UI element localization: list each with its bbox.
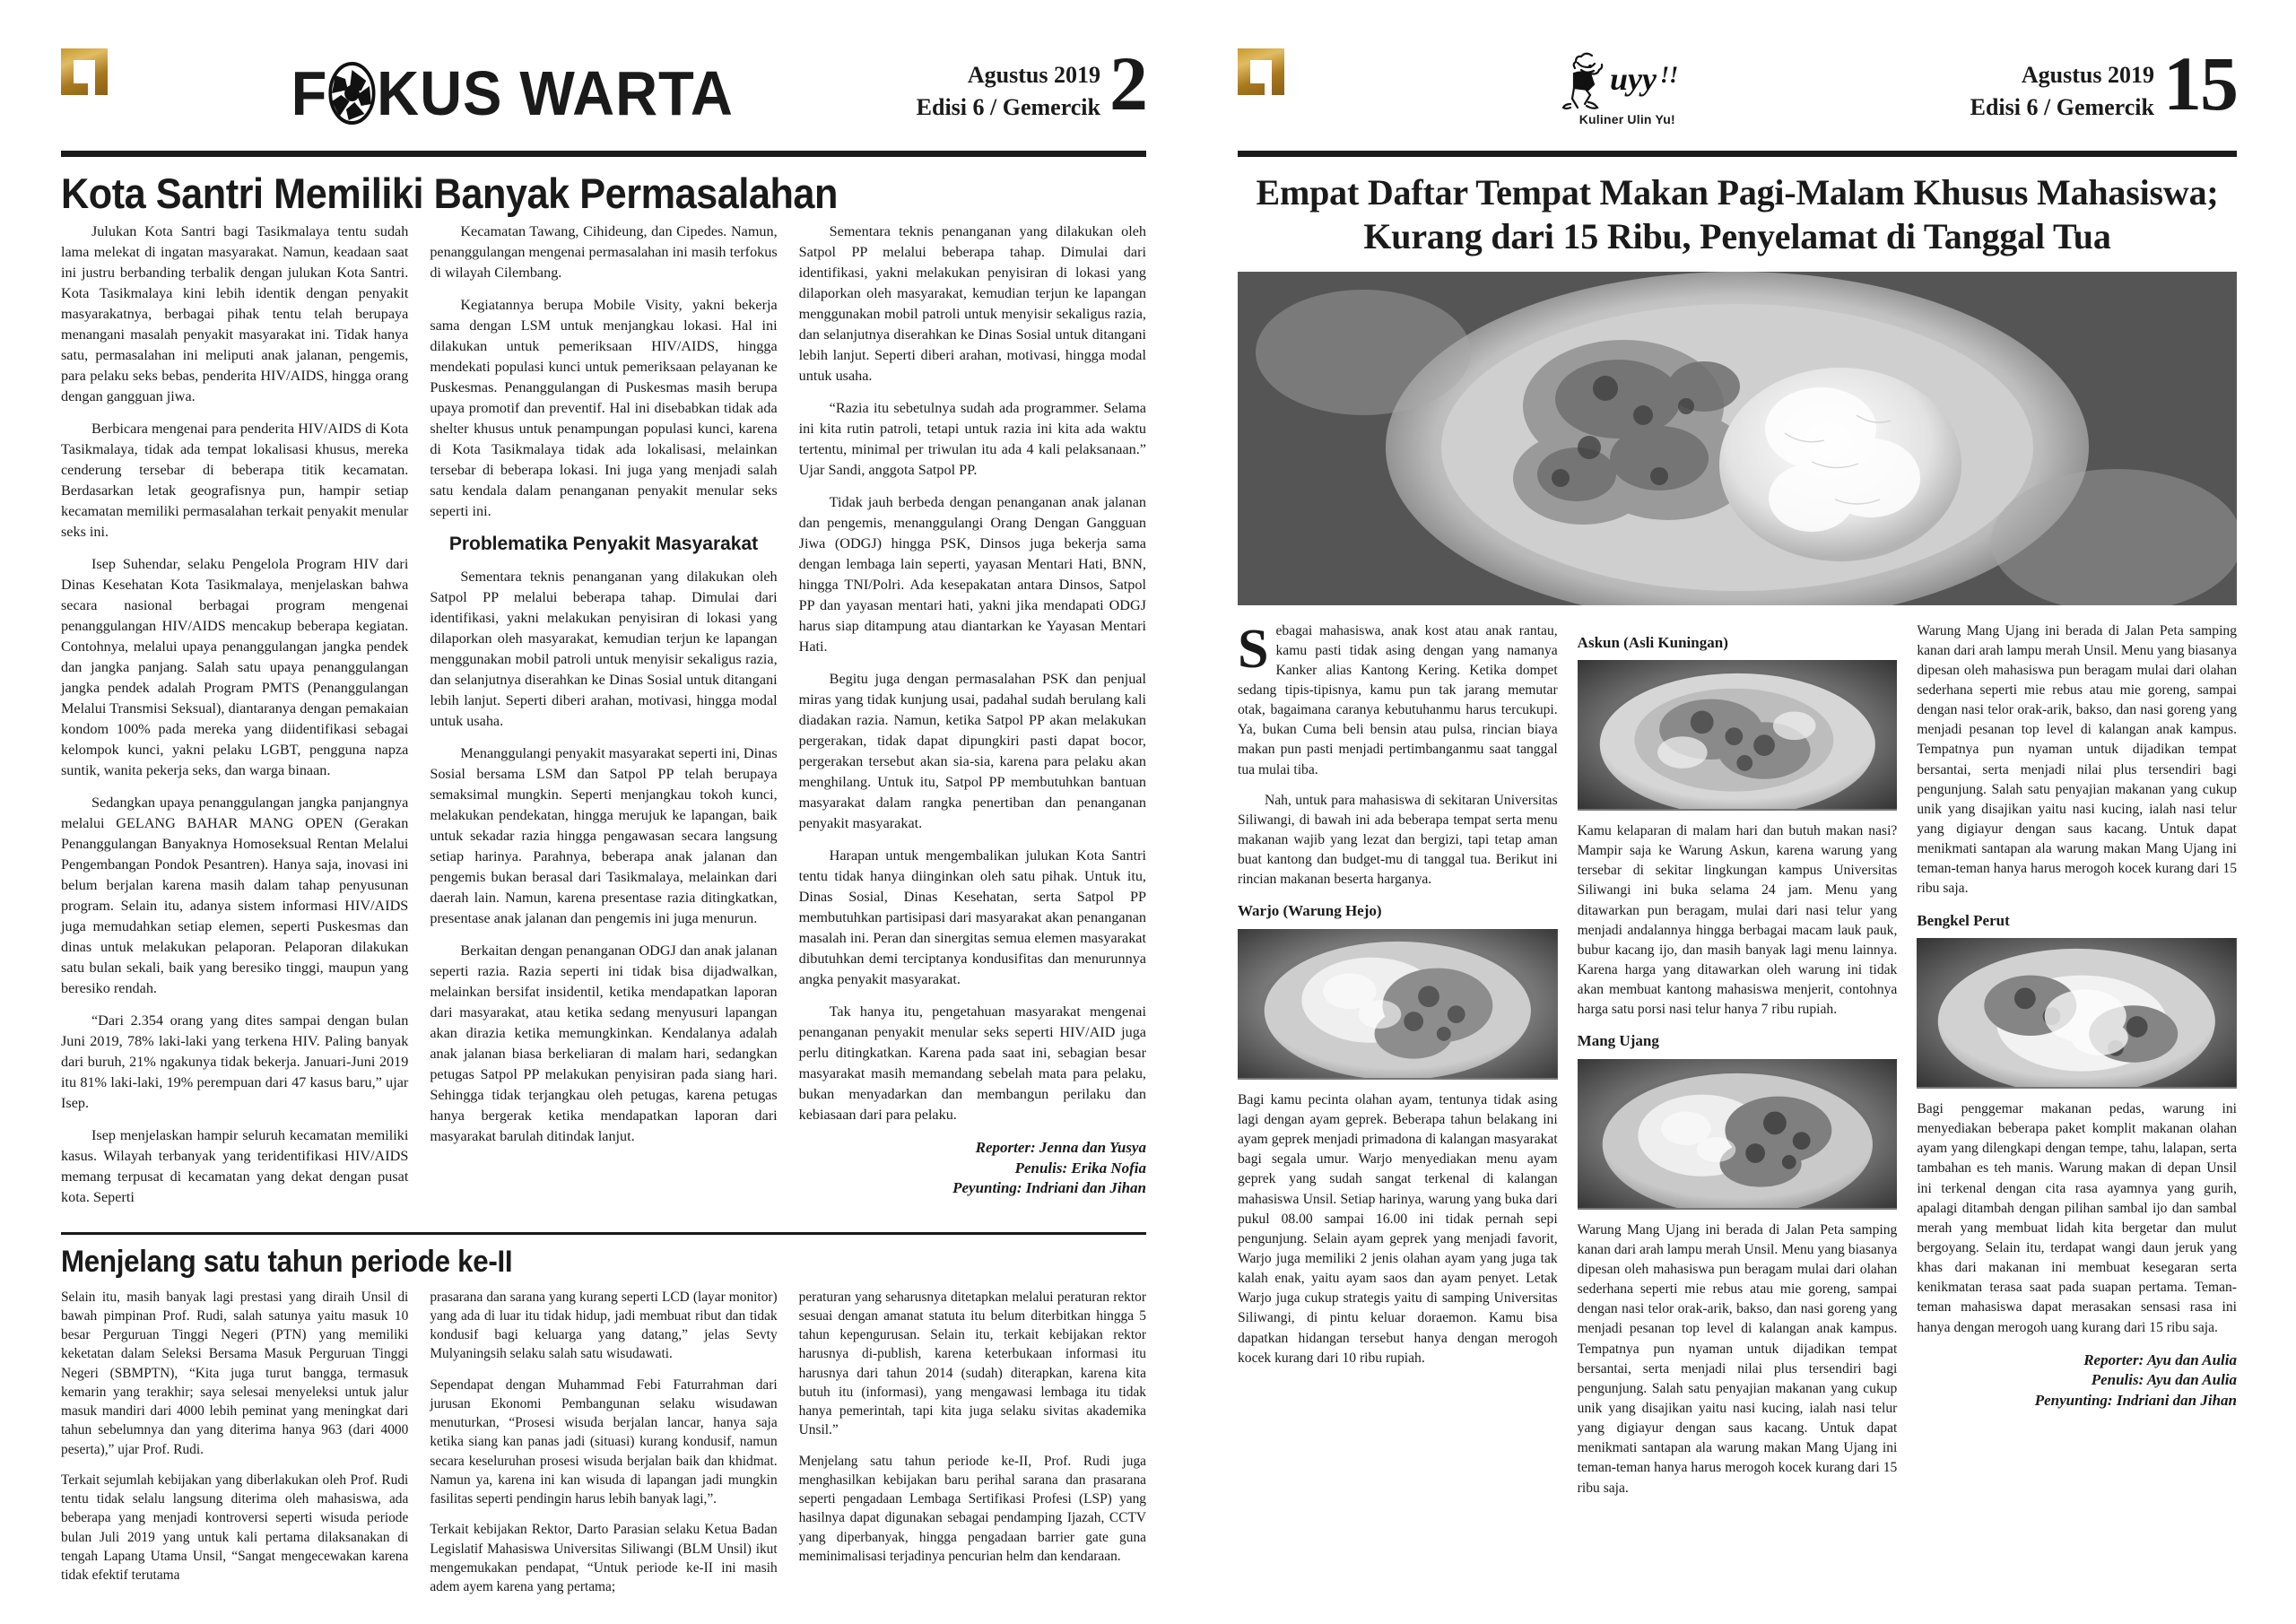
paragraph: Isep Suhendar, selaku Pengelola Program HIV dari Dinas Kesehatan Kota Tasikmalaya, menjelaskan bahwa secara nasional berbagai program mengenai penanggulangan HIV/AIDS mencakup beberapa kegiatan. Contohnya, melalui upaya penanggulangan jangka pendek dan jangka panjang. Salah satu upaya penanggulangan jangka pendek adalah Program PMTS (Penanggulangan Melalui Transmisi Seksual), diantaranya dengan pemakaian kondom 100% pada mereka yang diidentifikasi sebagai kelompok kunci, yakni pelaku LGBT, pengguna napza suntik, wanita pekerja seks, dan warga binaan. [61,555,409,778]
place-heading-warjo: Warjo (Warung Hejo) [1238,902,1382,920]
paragraph: Berbicara mengenai para penderita HIV/AIDS di Kota Tasikmalaya, tidak ada tempat lokalisasi khusus, mereka cenderung tersebar di beberapa titik kecamatan. Berdasarkan letak geografisnya pun, hampir setiap kecamatan memiliki permasalahan terkait penyakit menular seks ini. [61,420,409,540]
paragraph: Tidak jauh berbeda dengan penanganan anak jalanan dan pengemis, menanggulangi Orang Dengan Gangguan Jiwa (ODGJ) hingga PSK, Dinsos juga bekerja sama dengan lembaga lain seperti, yayasan Mentari Hati, BNN, hingga TNI/Polri. Ada kesepakatan antara Dinsos, Satpol PP dan yayasan mentari hati, yakni jika mendapati ODGJ harus siap ditampung atau diantarkan ke Yayasan Mentari Hati. [798,493,1146,655]
page-number: 2 [1109,40,1146,126]
paragraph: Bagi kamu pecinta olahan ayam, tentunya tidak asing lagi dengan ayam geprek. Beberapa tahun belakang ini ayam geprek menjadi primadona di kalangan masyarakat bagi segala umur. Warjo menyediakan menu ayam geprek yang sudah sangat terkenal di kalangan mahasiswa Unsil. Setiap harinya, warung yang buka dari pukul 08.00 sampai 16.00 ini tidak pernah sepi pengunjung. Selain ayam geprek yang menjadi favorit, Warjo juga memiliki 2 jenis olahan ayam yang juga tak kalah enak, yaitu ayam saos dan ayam penyet. Letak Warjo juga cukup strategis yaitu di samping Universitas Siliwangi, di pintu keluar doraemon. Kamu bisa dapatkan hidangan tersebut hanya dengan merogoh kocek kurang dari 10 ribu rupiah. [1238,1091,1558,1366]
byline-writer: Penulis: Erika Nofia [1014,1159,1146,1177]
unsil-m-logo [61,48,108,95]
issue-info-left [917,41,1146,124]
paragraph: prasarana dan sarana yang kurang seperti LCD (layar monitor) yang ada di luar itu tidak hidup, jadi membuat ribut dan tidak kondusif bagi keluarga yang datang,” jelas Sevty Mulyaningsih selaku salah satu wisudawati. [430,1289,778,1362]
paragraph: Tak hanya itu, pengetahuan masyarakat mengenai penanganan penyakit menular seks seperti HIV/AID juga perlu ditingkatkan. Karena pada saat ini, sebagian besar masyarakat masih memandang sebelah mata para pelaku, bukan menyadarkan dan membangun perilaku dan kebiasaan dari para pelaku. [798,1003,1146,1123]
askun-bubur-ayam-photo [1578,660,1898,811]
feature-columns [1238,618,2238,1509]
feature-column-3 [1917,621,2237,1509]
paragraph: Menjelang satu tahun periode ke-II, Prof. Rudi juga menghasilkan kebijakan baru perihal sarana dan prasarana seperti pengadaan Lembaga Sertifikasi Profesi (LSP) yang hasilnya dapat digunakan sebagai pendamping Ijazah, CCTV yang diperbanyak, hingga pengadaan barrier gate guna meminimalisasi terjadinya pencurian helm dan kendaraan. [798,1453,1146,1564]
lower-article-rule [61,1232,1146,1235]
lower-article-title: Menjelang satu tahun periode ke-II [61,1244,513,1279]
paragraph: Isep menjelaskan hampir seluruh kecamatan memiliki kasus. Wilayah terbanyak yang teridentifikasi HIV/AIDS memang terpusat di kecamatan yang dekat dengan pusat kota. Seperti [61,1126,409,1205]
lower-column-3 [799,1288,1146,1609]
paragraph: Menanggulangi penyakit masyarakat seperti ini, Dinas Sosial bersama LSM dan Satpol PP telah berupaya semaksimal mungkin. Seperti menjangkau tokoh kunci, melakukan pendekatan, hingga merujuk ke lapangan, baik untuk sekadar razia hingga pengawasan secara langsung setiap harinya. Parahnya, beberapa anak jalanan dan pengemis bukan berasal dari Tasikmalaya, melainkan dari daerah lain. Namun, karena presentase razia ditingkatkan, presentase anak jalanan dan pengemis ini juga menurun. [430,744,778,926]
kuliner-logo [1542,41,1712,126]
paragraph: Begitu juga dengan permasalahan PSK dan penjual miras yang tidak kunjung usai, padahal sudah berulang kali diadakan razia. Namun, ketika Satpol PP akan melakukan pergerakan, tidak dapat dipungkiri pasti dapat bocor, pergerakan tersebut akan sia-sia, karena para pelaku akan menghilang. Untuk itu, Satpol PP membutuhkan bantuan masyarakat dalam rangka penertiban dan penanganan penyakit masyarakat. [798,670,1146,831]
byline-writer: Penulis: Ayu dan Aulia [2091,1371,2238,1389]
masthead-right [1238,41,2237,147]
byline-editor: Peyunting: Indriani dan Jihan [952,1179,1146,1197]
issue-date: Agustus 2019 [2021,62,2154,88]
kuliner-caption: Kuliner Ulin Yu! [1578,112,1675,126]
page-title: Kota Santri Memiliki Banyak Permasalahan [61,169,838,217]
paragraph: Warung Mang Ujang ini berada di Jalan Peta samping kanan dari arah lampu merah Unsil. Menu yang biasanya dipesan oleh mahasiswa pun beragam mulai dari olahan sederhana seperti mie rebus atau mie goreng, sampai dengan nasi telor orak-arik, bakso, dan nasi goreng yang menjadi pesanan top level di kalangan anak kampus. Tempatnya pun nyaman untuk dijadikan tempat bersantai, serta menjadi nilai plus tersendiri bagi pengunjung. Salah satu penyajian makanan yang cukup unik yang disajikan yaitu nasi kucing, ialah nasi telur yang digiayur dengan saus kacang. Untuk dapat menikmati santapan ala warung makan Mang Ujang ini teman-teman hanya harus merogoh kocek kurang dari 15 ribu saja. [1917,622,2238,897]
svg-text:uyy: uyy [1610,61,1657,97]
paragraph: Sedangkan upaya penanggulangan jangka panjangnya melalui GELANG BAHAR MANG OPEN (Gerakan Penanggulangan Banyaknya Homoseksual Rentan Melalui Pengembangan Pondok Pesantren). Hanya saja, inovasi ini belum berjalan karena masih dalam tahap penyusunan program. Selain itu, adanya sistem informasi HIV/AIDS juga memudahkan setiap elemen, seperti Puskesmas dan dinas untuk melakukan pelaporan. Pelaporan dilakukan satu bulan sekali, baik yang beresiko tinggi, maupun yang beresiko rendah. [61,794,409,996]
article-column-2 [430,221,777,1220]
place-heading-askun: Askun (Asli Kuningan) [1577,633,1728,651]
paragraph: Kegiatannya berupa Mobile Visity, yakni bekerja sama dengan LSM untuk menjangkau lokasi. Hal ini dilakukan untuk pemeriksaan HIV/AIDS, hingga mendekati populasi kunci untuk pemeriksaan pelayanan ke Puskesmas. Penanggulangan di Puskesmas masih berupa upaya promotif dan preventif. Hal ini disebabkan tidak ada shelter khusus untuk penampungan populasi kunci, karena di Kota Tasikmalaya tidak ada lokalisasi, melainkan tersebar di beberapa lokasi. Ini juga yang menjadi salah satu kendala dalam penanganan penyakit menular seks seperti ini. [430,296,778,519]
issue-info-right [1970,41,2237,124]
intro-paragraph: Nah, untuk para mahasiswa di sekitaran Universitas Siliwangi, di bawah ini ada beberapa tempat serta menu makanan wajib yang lezat dan bergizi, tapi tetap aman buat kantong dan budget-mu di tanggal tua. Berikut ini rincian makanan beserta harganya. [1238,792,1558,888]
issue-date: Agustus 2019 [967,62,1100,88]
paragraph: Berkaitan dengan penanganan ODGJ dan anak jalanan seperti razia. Razia seperti ini tidak bisa dijadwalkan, melainkan bersifat insidentil, ketika mendapatkan laporan dari masyarakat, atau ketika sedang menyusuri lapangan akan dirazia ketika memungkinkan. Kendalanya adalah anak jalanan biasa berkeliaran di malam hari, sedangkan petugas Satpol PP melakukan penyisiran pada siang hari. Sehingga tidak terjangkau oleh petugas, karena petugas hanya bergerak ketika mendapatkan laporan dari masyarakat barulah ditindak lanjut. [430,942,778,1144]
masthead-rule-right [1238,151,2237,157]
article-column-1 [61,221,408,1220]
svg-text:!!: !! [1660,62,1679,88]
masthead-logo [108,41,917,126]
paragraph: Terkait sejumlah kebijakan yang diberlakukan oleh Prof. Rudi tentu tidak selalu langsung diterima oleh mahasiswa, ada beberapa yang menjadi kontroversi seperti wisuda periode bulan Juli 2019 yang untuk kali pertama dilaksanakan di tengah Lapang Utama Unsil, “Sangat mengecewakan karena tidak efektif terutama [61,1472,409,1584]
paragraph: Sementara teknis penanganan yang dilakukan oleh Satpol PP melalui beberapa tahap. Dimulai dari identifikasi, yakni melakukan penyisiran di lokasi yang dilaporkan oleh masyarakat, kemudian terjun ke lapangan menggunakan mobil patroli untuk menyisir sekaligus razia, dan selanjutnya diserahkan ke Dinas Sosial untuk ditangani lebih lanjut. Seperti diberi arahan, motivasi, hingga modal untuk usaha. [430,568,778,729]
paragraph: Terkait kebijakan Rektor, Darto Parasian selaku Ketua Badan Legislatif Mahasiswa Universitas Siliwangi (BLM Unsil) ikut mengemukakan pendapat, “Untuk periode ke-II ini masih adem ayem karena yang pertama; [430,1522,778,1595]
paragraph: “Razia itu sebetulnya sudah ada programmer. Selama ini kita rutin patroli, tetapi untuk razia ini kita ada waktu tertentu, minimal per triwulan itu ada 4 kali pelaksanaan.” Ujar Sandi, anggota Satpol PP. [798,399,1146,478]
masthead-title: F KUS WARTA [291,58,734,128]
article-column-3 [799,221,1146,1220]
unsil-m-logo-right [1238,48,1284,95]
bengkel-perut-nasi-photo [1917,938,2237,1089]
paragraph: Kamu kelaparan di malam hari dan butuh makan nasi? Mampir saja ke Warung Askun, karena warung yang tersebar di sekitar lingkungan kampus Universitas Siliwangi ini buka selama 24 jam. Menu yang ditawarkan pun beragam, mulai dari nasi telur yang menjadi andalannya hingga berbagai macam lauk pauk, bubur kacang ijo, dan masih banyak lagi menu lainnya. Karena harga yang ditawarkan oleh warung ini tidak akan membuat kantong mahasiswa menjerit, contohnya harga satu porsi nasi telur hanya 7 ribu rupiah. [1577,822,1898,1018]
paragraph: Julukan Kota Santri bagi Tasikmalaya tentu sudah lama melekat di ingatan masyarakat. Namun, keadaan saat ini justru berbanding terbalik dengan julukan Kota Santri. Kota Tasikmalaya kini lebih identik dengan penyakit masyarakatnya, berbagai pihak tentu telah berupaya menangani masalah penyakit masyarakat ini. Tidak hanya satu, permasalahan ini meliputi anak jalanan, pengemis, para pelaku seks bebas, penderita HIV/AIDS, hingga orang dengan gangguan jiwa. [61,222,409,404]
paragraph: Harapan untuk mengembalikan julukan Kota Santri tentu tidak hanya diinginkan oleh satu pihak. Untuk itu, Dinas Sosial, Dinas Kesehatan, serta Satpol PP membutuhkan partisipasi dari masyarakat akan penanganan masalah ini. Peran dan sinergitas semua elemen masyarakat dibutuhkan demi terciptanya kondusifitas dan menurunnya angka penyakit masyarakat. [798,847,1146,987]
intro-paragraph: Sebagai mahasiswa, anak kost atau anak rantau, kamu pasti tidak asing dengan yang namanya Kanker alias Kantong Kering. Ketika dompet sedang tipis-tipisnya, kamu pun tak jarang memutar otak, bagaimana caranya kebutuhanmu harus tercukupi. Ya, bukan Cuma beli bensin atau pulsa, rincian biaya makan pun pasti menjadi pertimbanganmu saat tanggal tua mulai tiba. [1238,618,1558,777]
paragraph: Selain itu, masih banyak lagi prestasi yang diraih Unsil di bawah pimpinan Prof. Rudi, salah satunya yaitu masuk 10 besar Perguruan Tinggi Negeri (PTN) yang memiliki keketatan dalam Seleksi Bersama Masuk Perguruan Tinggi Negeri (SBMPTN), “Kita juga turut bangga, termasuk kemarin yang terakhir; saya selesai menyeleksi untuk jalur masuk mandiri dari 4000 lebih peminat yang meningkat dari tahun sebelumnya dan yang diterima hanya 963 (dari 4000 peserta),” ujar Prof. Rudi. [61,1289,409,1457]
byline-editor: Penyunting: Indriani dan Jihan [2034,1392,2238,1410]
article-main-columns [61,221,1146,1220]
place-heading-mang-ujang: Mang Ujang [1577,1032,1659,1050]
paragraph: Bagi penggemar makanan pedas, warung ini menyediakan beberapa paket komplit makanan olahan ayam yang dilengkapi dengan tempe, tahu, lalapan, serta tambahan es teh manis. Warung makan di depan Unsil ini terkenal dengan cita rasa ayamnya yang gurih, apalagi ditambah dengan pilihan sambal ijo dan sambal merah yang membuat lidah kita bergetar dan mulut bergoyang. Selain itu, terdapat wangi daun jeruk yang khas dari makanan ini membuat kesegaran serta kenikmatan terasa saat pada suapan pertama. Teman-teman mahasiswa dapat merasakan sensasi rasa ini hanya dengan merogoh uang kurang dari 15 ribu saja. [1917,1100,2238,1335]
section-heading: Problematika Penyakit Masyarakat [448,533,759,554]
paragraph: peraturan yang seharusnya ditetapkan melalui peraturan rektor sesuai dengan amanat statuta itu belum diterbitkan hingga 5 tahun kepengurusan. Selain itu, terkait kebijakan rektor harusnya di-publish, karena keterbukaan informasi itu harusnya dari tahun 2014 (sudah) diterapkan, karena kita butuh itu (informasi), yang mengawasi lembaga itu tidak hanya pemerintah, tapi kita juga selaku sivitas akademika Unsil.” [798,1289,1146,1438]
paragraph: “Dari 2.354 orang yang dites sampai dengan bulan Juni 2019, 78% laki-laki yang terkena HIV. Paling banyak dari buruh, 21% ngakunya tidak bekerja. Januari-Juni 2019 itu 81% laki-laki, 19% perempuan dari 47 kasus baru,” ujar Isep. [61,1012,409,1111]
camera-aperture-icon [327,61,376,126]
feature-title: Empat Daftar Tempat Makan Pagi-Malam Khusus Mahasiswa; Kurang dari 15 Ribu, Penyelamat di Tanggal Tua [1256,172,2219,256]
feature-column-1 [1238,618,1558,1509]
mang-ujang-nasi-photo [1578,1059,1898,1210]
paragraph: Sementara teknis penanganan yang dilakukan oleh Satpol PP melalui beberapa tahap. Dimulai dari identifikasi, yakni melakukan penyisiran di lokasi yang dilaporkan oleh masyarakat, kemudian terjun ke lapangan menggunakan mobil patroli untuk menyisir sekaligus razia, dan selanjutnya diserahkan ke Dinas Sosial untuk ditangani lebih lanjut. Seperti diberi arahan, motivasi, hingga modal untuk usaha. [798,222,1146,384]
issue-edition: Edisi 6 / Gemercik [916,93,1100,120]
page-right [1200,0,2296,1624]
byline-main [799,1138,1146,1199]
byline-reporter: Reporter: Ayu dan Aulia [2083,1350,2238,1368]
lower-column-2 [430,1288,777,1609]
paragraph: Kecamatan Tawang, Cihideung, dan Cipedes. Namun, penanggulangan mengenai permasalahan ini masih terfokus di wilayah Cilembang. [430,222,778,281]
masthead-rule [61,151,1146,157]
article-lower [61,1232,1146,1608]
byline-feature [1917,1350,2237,1411]
paragraph: Sependapat dengan Muhammad Febi Faturrahman dari jurusan Ekonomi Pembangunan selaku wisudawan menuturkan, “Prosesi wisuda berjalan lancar, hanya saja ketika siang kan panas jadi (situasi) kurang kondusif, namun secara keseluruhan prosesi wisuda berjalan baik dan khidmat. Namun ya, karena ini kan wisuda di lapangan jadi mungkin fasilitas seperti pendingin harus lebih banyak lagi,”. [430,1376,778,1507]
feature-column-2 [1578,621,1898,1509]
page-number: 15 [2162,40,2237,126]
paragraph: Warung Mang Ujang ini berada di Jalan Peta samping kanan dari arah lampu merah Unsil. Menu yang biasanya dipesan oleh mahasiswa pun beragam mulai dari olahan sederhana seperti mie rebus atau mie goreng, sampai dengan nasi telor orak-arik, bakso, dan nasi goreng yang menjadi pesanan top level di kalangan anak kampus. Tempatnya pun nyaman untuk dijadikan tempat bersantai, serta menjadi nilai plus tersendiri bagi pengunjung. Salah satu penyajian makanan yang cukup unik yang disajikan yaitu nasi kucing, ialah nasi telur yang digiayur dengan saus kacang. Untuk dapat menikmati santapan ala warung makan Mang Ujang ini teman-teman hanya harus merogoh kocek kurang dari 15 ribu saja. [1577,1221,1898,1496]
warjo-ayam-geprek-photo [1238,929,1558,1080]
masthead-left [61,41,1146,147]
place-heading-bengkel-perut: Bengkel Perut [1917,911,2010,929]
running-chef-icon [1560,47,1694,111]
nasi-ayam-geprek-photo [1238,272,2237,605]
lower-column-1 [61,1288,408,1609]
issue-edition: Edisi 6 / Gemercik [1970,93,2154,120]
byline-reporter: Reporter: Jenna dan Yusya [975,1138,1146,1156]
article-lower-columns [61,1288,1146,1609]
